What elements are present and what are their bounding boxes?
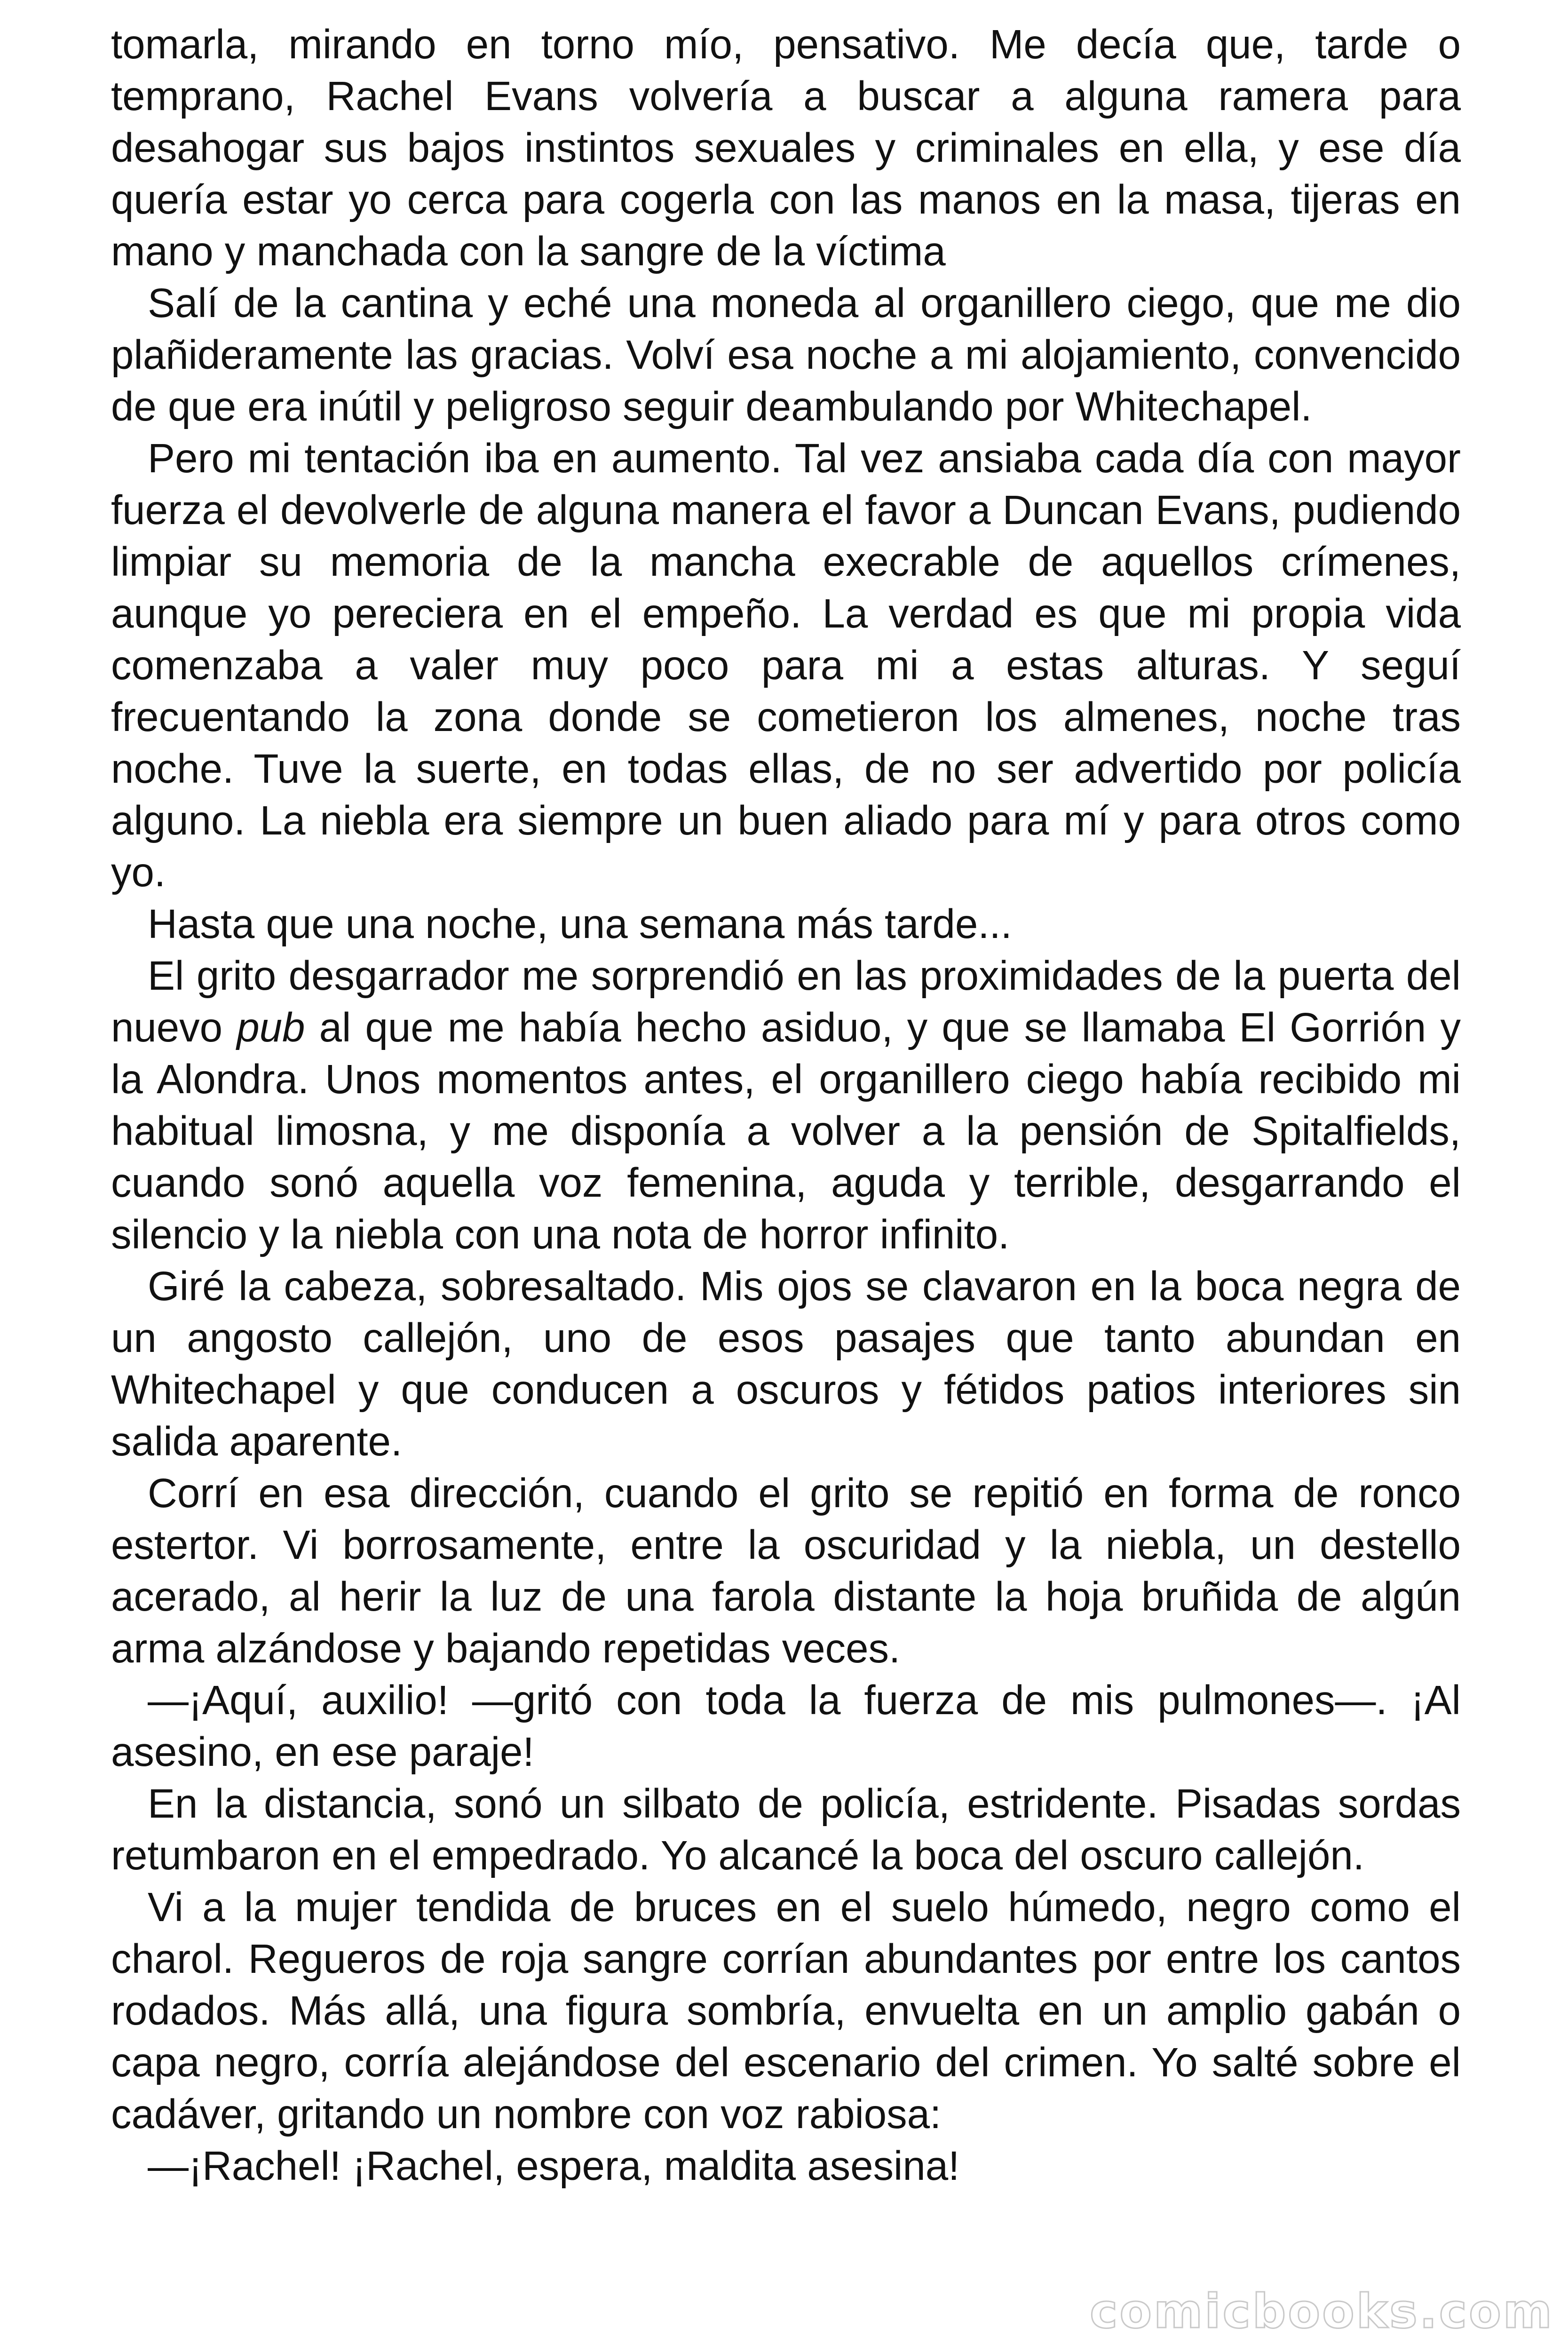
paragraph-6: Giré la cabeza, sobresaltado. Mis ojos se clavaron en la boca negra de un angosto callejón, uno de esos pasajes que tanto abundan en Whitechapel y que conducen a oscuros y fétidos patios interiores sin salida aparente. — [111, 1263, 1461, 1464]
paragraph-10: Vi a la mujer tendida de bruces en el suelo húmedo, negro como el charol. Regueros de roja sangre corrían abundantes por entre los cantos rodados. Más allá, una figura sombría, envuelta en un amplio gabán o capa negro, corría alejándose del escenario del crimen. Yo salté sobre el cadáver, gritando un nombre con voz rabiosa: — [111, 1884, 1461, 2137]
paragraph-11: —¡Rachel! ¡Rachel, espera, maldita asesina! — [148, 2143, 960, 2189]
paragraph-2: Salí de la cantina y eché una moneda al organillero ciego, que me dio plañideramente las gracias. Volví esa noche a mi alojamiento, convencido de que era inútil y peligroso seguir deambulando por Whitechapel. — [111, 280, 1461, 429]
paragraph-4: Hasta que una noche, una semana más tarde... — [148, 901, 1012, 947]
paragraph-5-text-before: El grito desgarrador me sorprendió en las proximidades de la puerta del nuevo — [111, 953, 1461, 1050]
paragraph-8: —¡Aquí, auxilio! —gritó con toda la fuerza de mis pulmones—. ¡Al asesino, en ese paraje! — [111, 1677, 1461, 1775]
paragraph-1: tomarla, mirando en torno mío, pensativo. Me decía que, tarde o temprano, Rachel Evans volvería a buscar a alguna ramera para desahogar sus bajos instintos sexuales y criminales en ella, y ese día quería estar yo cerca para cogerla con las manos en la masa, tijeras en mano y manchada con la sangre de la víctima — [111, 22, 1461, 274]
page-body — [111, 19, 1461, 2192]
paragraph-5-italic-word: pub — [237, 1005, 305, 1050]
paragraph-3: Pero mi tentación iba en aumento. Tal vez ansiaba cada día con mayor fuerza el devolverle de alguna manera el favor a Duncan Evans, pudiendo limpiar su memoria de la mancha execrable de aquellos crímenes, aunque yo pereciera en el empeño. La verdad es que mi propia vida comenzaba a valer muy poco para mi a estas alturas. Y seguí frecuentando la zona donde se cometieron los almenes, noche tras noche. Tuve la suerte, en todas ellas, de no ser advertido por policía alguno. La niebla era siempre un buen aliado para mí y para otros como yo. — [111, 436, 1461, 895]
paragraph-5 — [111, 950, 1461, 1261]
paragraph-7: Corrí en esa dirección, cuando el grito se repitió en forma de ronco estertor. Vi borrosamente, entre la oscuridad y la niebla, un destello acerado, al herir la luz de una farola distante la hoja bruñida de algún arma alzándose y bajando repetidas veces. — [111, 1470, 1461, 1671]
paragraph-9: En la distancia, sonó un silbato de policía, estridente. Pisadas sordas retumbaron en el empedrado. Yo alcancé la boca del oscuro callejón. — [111, 1781, 1461, 1878]
watermark: comicbooks.com — [1090, 2284, 1554, 2339]
paragraph-5-text-after: al que me había hecho asiduo, y que se llamaba El Gorrión y la Alondra. Unos momentos antes, el organillero ciego había recibido mi habitual limosna, y me disponía a volver a la pensión de Spitalfields, cuando sonó aquella voz femenina, aguda y terrible, desgarrando el silencio y la niebla con una nota de horror infinito. — [111, 1005, 1461, 1257]
